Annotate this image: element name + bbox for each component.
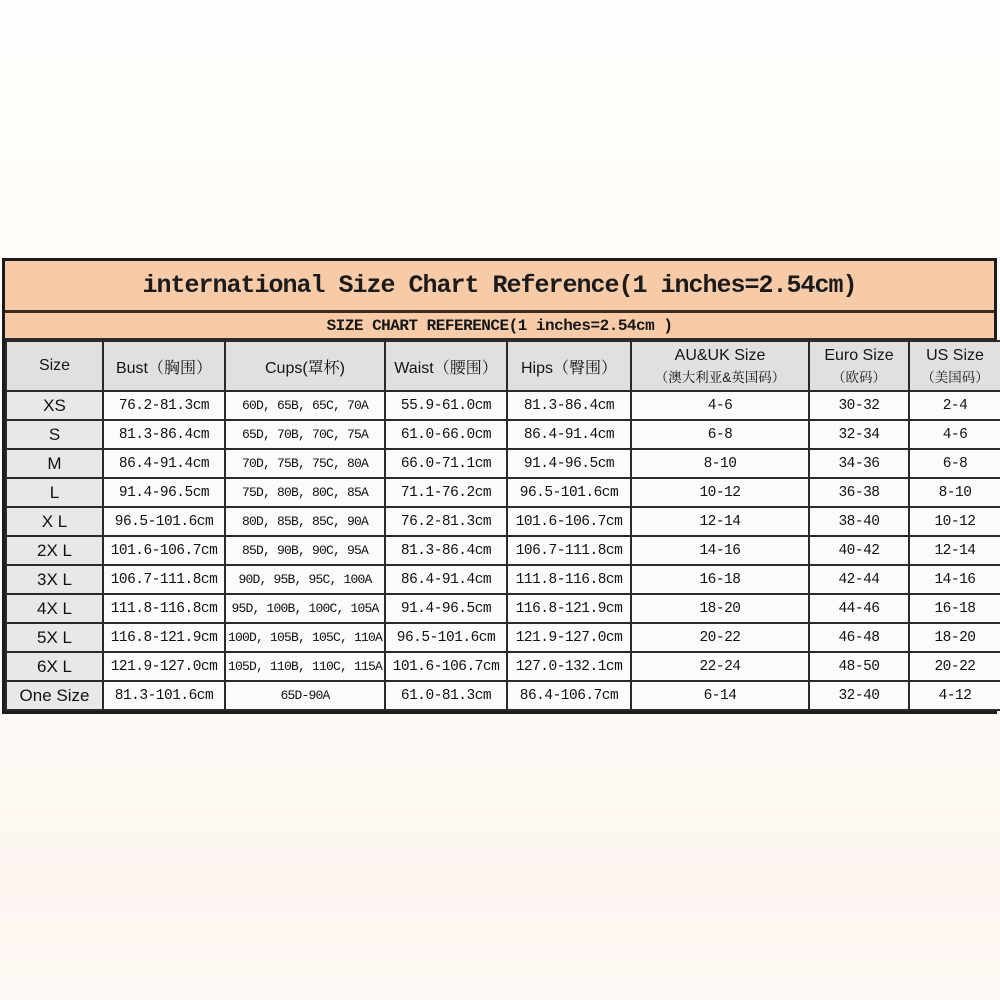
data-cell: 40-42: [809, 536, 909, 565]
data-cell: 30-32: [809, 391, 909, 420]
table-row: [6, 681, 1000, 710]
column-header-label: US Size: [926, 346, 984, 364]
data-cell: 65D-90A: [225, 681, 385, 710]
table-row: [6, 449, 1000, 478]
data-cell: 4-6: [631, 391, 809, 420]
column-header-euro-size: [809, 341, 909, 391]
size-label-cell: XS: [6, 391, 103, 420]
column-header-bust: [103, 341, 225, 391]
data-cell: 60D, 65B, 65C, 70A: [225, 391, 385, 420]
table-row: [6, 507, 1000, 536]
data-cell: 65D, 70B, 70C, 75A: [225, 420, 385, 449]
column-header-hips: [507, 341, 631, 391]
data-cell: 127.0-132.1cm: [507, 652, 631, 681]
page-subtitle: SIZE CHART REFERENCE(1 inches=2.54cm ): [326, 316, 673, 335]
data-cell: 46-48: [809, 623, 909, 652]
data-cell: 14-16: [631, 536, 809, 565]
data-cell: 81.3-86.4cm: [103, 420, 225, 449]
data-cell: 101.6-106.7cm: [507, 507, 631, 536]
column-header-label: AU&UK Size: [674, 346, 766, 364]
page-title: international Size Chart Reference(1 inches=2.54cm): [142, 271, 857, 300]
data-cell: 6-14: [631, 681, 809, 710]
column-header-label: Waist（腰围）: [394, 359, 498, 377]
column-header-us-size: [909, 341, 1000, 391]
column-header-waist: [385, 341, 507, 391]
data-cell: 4-6: [909, 420, 1000, 449]
data-cell: 100D, 105B, 105C, 110A: [225, 623, 385, 652]
data-cell: 116.8-121.9cm: [507, 594, 631, 623]
table-row: [6, 652, 1000, 681]
data-cell: 42-44: [809, 565, 909, 594]
data-cell: 116.8-121.9cm: [103, 623, 225, 652]
data-cell: 66.0-71.1cm: [385, 449, 507, 478]
data-cell: 38-40: [809, 507, 909, 536]
data-cell: 86.4-91.4cm: [507, 420, 631, 449]
column-header-size: [6, 341, 103, 391]
data-cell: 12-14: [909, 536, 1000, 565]
data-cell: 121.9-127.0cm: [103, 652, 225, 681]
data-cell: 34-36: [809, 449, 909, 478]
size-label-cell: L: [6, 478, 103, 507]
data-cell: 105D, 110B, 110C, 115A: [225, 652, 385, 681]
data-cell: 32-40: [809, 681, 909, 710]
data-cell: 86.4-91.4cm: [103, 449, 225, 478]
data-cell: 96.5-101.6cm: [507, 478, 631, 507]
data-cell: 76.2-81.3cm: [385, 507, 507, 536]
data-cell: 76.2-81.3cm: [103, 391, 225, 420]
data-cell: 8-10: [909, 478, 1000, 507]
size-table-body: [6, 391, 1000, 710]
table-row: [6, 420, 1000, 449]
data-cell: 55.9-61.0cm: [385, 391, 507, 420]
data-cell: 6-8: [631, 420, 809, 449]
data-cell: 14-16: [909, 565, 1000, 594]
data-cell: 75D, 80B, 80C, 85A: [225, 478, 385, 507]
data-cell: 70D, 75B, 75C, 80A: [225, 449, 385, 478]
column-header-label: Cups(罩杯): [264, 359, 345, 377]
table-row: [6, 565, 1000, 594]
data-cell: 48-50: [809, 652, 909, 681]
data-cell: 90D, 95B, 95C, 100A: [225, 565, 385, 594]
data-cell: 20-22: [909, 652, 1000, 681]
table-row: [6, 536, 1000, 565]
size-label-cell: One Size: [6, 681, 103, 710]
size-label-cell: 5X L: [6, 623, 103, 652]
data-cell: 85D, 90B, 90C, 95A: [225, 536, 385, 565]
data-cell: 18-20: [909, 623, 1000, 652]
data-cell: 96.5-101.6cm: [103, 507, 225, 536]
size-label-cell: S: [6, 420, 103, 449]
data-cell: 71.1-76.2cm: [385, 478, 507, 507]
subtitle-band: [5, 313, 994, 340]
header-row: [6, 341, 1000, 391]
data-cell: 101.6-106.7cm: [385, 652, 507, 681]
data-cell: 86.4-106.7cm: [507, 681, 631, 710]
data-cell: 101.6-106.7cm: [103, 536, 225, 565]
data-cell: 96.5-101.6cm: [385, 623, 507, 652]
data-cell: 16-18: [631, 565, 809, 594]
data-cell: 20-22: [631, 623, 809, 652]
data-cell: 91.4-96.5cm: [507, 449, 631, 478]
column-header-au-uk-size: [631, 341, 809, 391]
data-cell: 111.8-116.8cm: [103, 594, 225, 623]
data-cell: 12-14: [631, 507, 809, 536]
data-cell: 81.3-101.6cm: [103, 681, 225, 710]
column-header-sublabel: （美国码）: [921, 369, 989, 385]
data-cell: 121.9-127.0cm: [507, 623, 631, 652]
size-chart-table: [5, 340, 1000, 711]
column-header-sublabel: （澳大利亚&英国码）: [654, 369, 786, 385]
table-row: [6, 623, 1000, 652]
data-cell: 95D, 100B, 100C, 105A: [225, 594, 385, 623]
data-cell: 10-12: [909, 507, 1000, 536]
data-cell: 16-18: [909, 594, 1000, 623]
data-cell: 4-12: [909, 681, 1000, 710]
title-band: [5, 261, 994, 313]
table-row: [6, 391, 1000, 420]
data-cell: 2-4: [909, 391, 1000, 420]
data-cell: 106.7-111.8cm: [507, 536, 631, 565]
data-cell: 111.8-116.8cm: [507, 565, 631, 594]
size-label-cell: 2X L: [6, 536, 103, 565]
size-label-cell: X L: [6, 507, 103, 536]
column-header-sublabel: （欧码）: [832, 369, 886, 385]
data-cell: 106.7-111.8cm: [103, 565, 225, 594]
data-cell: 86.4-91.4cm: [385, 565, 507, 594]
data-cell: 81.3-86.4cm: [507, 391, 631, 420]
data-cell: 81.3-86.4cm: [385, 536, 507, 565]
data-cell: 44-46: [809, 594, 909, 623]
size-label-cell: 4X L: [6, 594, 103, 623]
column-header-cups: [225, 341, 385, 391]
table-header: [6, 341, 1000, 391]
data-cell: 91.4-96.5cm: [103, 478, 225, 507]
size-label-cell: 3X L: [6, 565, 103, 594]
column-header-label: Size: [38, 357, 71, 374]
size-label-cell: 6X L: [6, 652, 103, 681]
column-header-label: Euro Size: [824, 346, 894, 364]
data-cell: 22-24: [631, 652, 809, 681]
data-cell: 61.0-81.3cm: [385, 681, 507, 710]
data-cell: 91.4-96.5cm: [385, 594, 507, 623]
data-cell: 32-34: [809, 420, 909, 449]
data-cell: 80D, 85B, 85C, 90A: [225, 507, 385, 536]
column-header-label: Hips（臀围）: [520, 359, 617, 377]
data-cell: 61.0-66.0cm: [385, 420, 507, 449]
data-cell: 10-12: [631, 478, 809, 507]
size-chart-sheet: [2, 258, 997, 714]
data-cell: 6-8: [909, 449, 1000, 478]
table-row: [6, 594, 1000, 623]
data-cell: 8-10: [631, 449, 809, 478]
data-cell: 18-20: [631, 594, 809, 623]
column-header-label: Bust（胸围）: [115, 359, 213, 377]
data-cell: 36-38: [809, 478, 909, 507]
size-label-cell: M: [6, 449, 103, 478]
table-row: [6, 478, 1000, 507]
